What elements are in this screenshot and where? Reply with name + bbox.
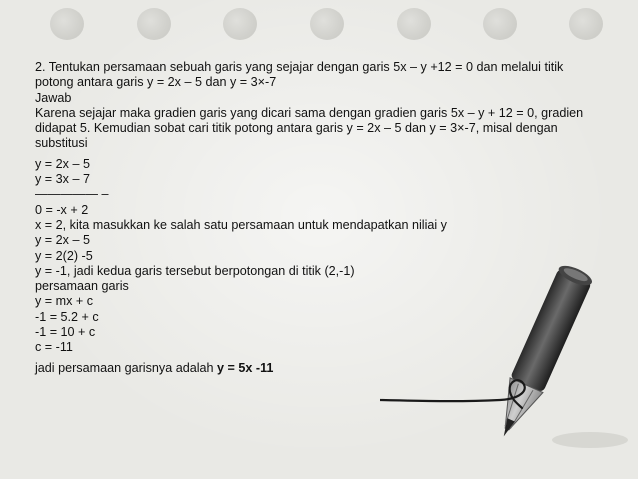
step-line: ————— – (35, 187, 109, 202)
decor-circle (223, 8, 257, 40)
step-line: c = -11 (35, 340, 73, 355)
conclusion-line (35, 361, 605, 376)
decorative-circles (0, 0, 638, 60)
decor-circle (310, 8, 344, 40)
explanation-text: Karena sejajar maka gradien garis yang dicari sama dengan gradien garis 5x – y + 12 = 0, gradien didapat 5. Kemudian sobat cari titik potong antara garis y = 2x – 5 dan y = 3×-7, misal dengan substitusi (35, 105, 584, 151)
decor-circle (397, 8, 431, 40)
decor-circle (569, 8, 603, 40)
answer-heading: Jawab (35, 90, 72, 105)
step-line: y = -1, jadi kedua garis tersebut berpotongan di titik (2,-1) (35, 263, 355, 278)
step-line: y = 2x – 5 (35, 233, 90, 248)
decor-circle (483, 8, 517, 40)
step-line: y = mx + c (35, 294, 94, 309)
step-line: persamaan garis (35, 279, 129, 294)
step-line: 0 = -x + 2 (35, 202, 89, 217)
step-line: y = 3x – 7 (35, 172, 90, 187)
question-text: 2. Tentukan persamaan sebuah garis yang sejajar dengan garis 5x – y +12 = 0 dan melalui titik potong antara garis y = 2x – 5 dan y = 3×-7 (35, 60, 564, 90)
final-equation: y = 5x -11 (217, 360, 274, 375)
step-line: x = 2, kita masukkan ke salah satu persamaan untuk mendapatkan niliai y (35, 217, 447, 232)
decor-circle (137, 8, 171, 40)
slide-content (35, 60, 605, 376)
step-line: y = 2(2) -5 (35, 248, 93, 263)
step-line: -1 = 5.2 + c (35, 309, 99, 324)
step-line: -1 = 10 + c (35, 325, 96, 340)
step-line: y = 2x – 5 (35, 156, 90, 171)
decor-circle (50, 8, 84, 40)
conclusion-prefix: jadi persamaan garisnya adalah (35, 360, 218, 375)
